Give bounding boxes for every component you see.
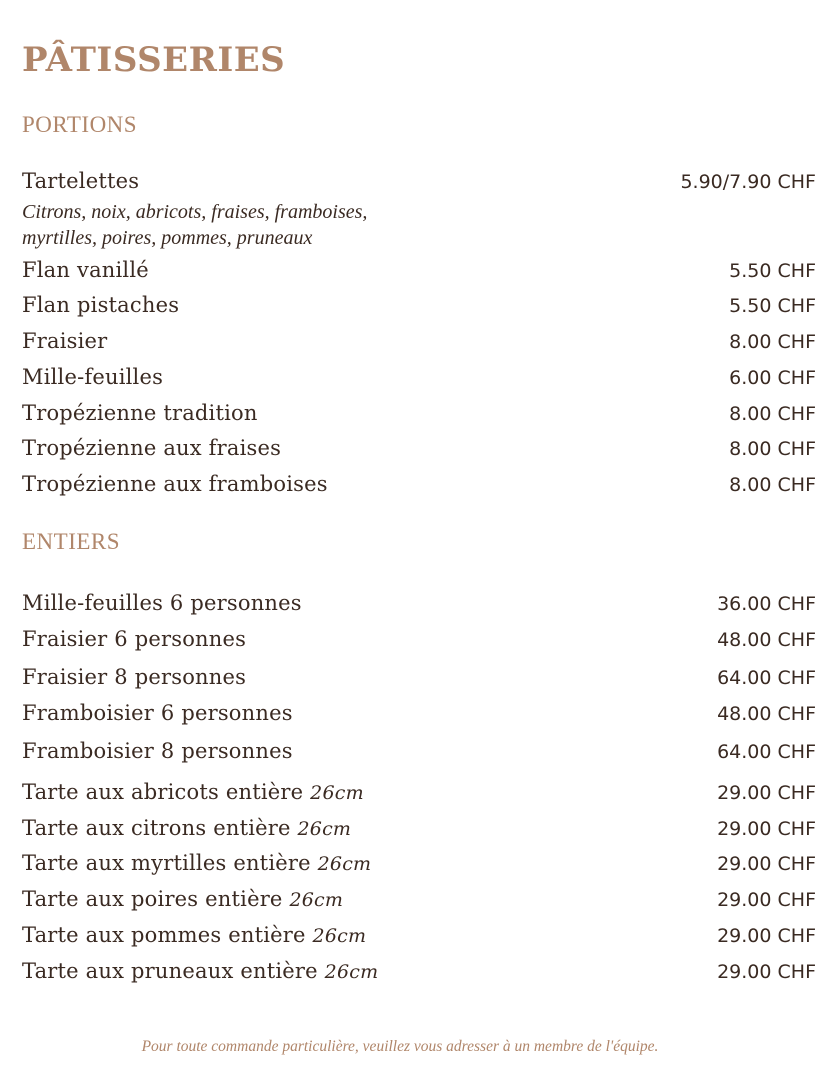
item-name xyxy=(22,887,343,911)
menu-item xyxy=(22,436,816,460)
menu-item xyxy=(22,739,816,763)
menu-item xyxy=(22,591,816,615)
item-price: 48.00 CHF xyxy=(717,703,816,725)
section-heading-entiers: ENTIERS xyxy=(22,529,121,554)
item-name: Fraisier 8 personnes xyxy=(22,665,247,689)
footer-note: Pour toute commande particulière, veuillez vous adresser à un membre de l'équipe. xyxy=(141,1038,659,1055)
menu-item xyxy=(22,293,816,317)
item-name xyxy=(22,923,366,947)
menu-item xyxy=(22,627,816,651)
menu-item xyxy=(22,701,816,725)
item-price: 5.50 CHF xyxy=(729,295,816,317)
item-price: 8.00 CHF xyxy=(729,474,816,496)
item-name xyxy=(22,816,351,840)
item-name: Framboisier 8 personnes xyxy=(22,739,293,763)
menu-item xyxy=(22,959,816,983)
item-label: Tarte aux abricots entière xyxy=(22,780,304,804)
item-price: 29.00 CHF xyxy=(717,818,816,840)
item-name: Tartelettes xyxy=(22,169,140,193)
menu-item xyxy=(22,665,816,689)
section-heading-portions: PORTIONS xyxy=(22,112,138,137)
item-description xyxy=(22,199,542,251)
item-label: Tarte aux poires entière xyxy=(22,887,283,911)
item-price: 29.00 CHF xyxy=(717,782,816,804)
description-line: Citrons, noix, abricots, fraises, framboises, xyxy=(22,201,368,223)
item-name: Framboisier 6 personnes xyxy=(22,701,293,725)
item-label: Tarte aux pruneaux entière xyxy=(22,959,318,983)
item-price: 64.00 CHF xyxy=(717,667,816,689)
item-name: Tropézienne aux framboises xyxy=(22,472,328,496)
menu-item xyxy=(22,780,816,804)
item-label: Tarte aux citrons entière xyxy=(22,816,291,840)
item-name: Fraisier 6 personnes xyxy=(22,627,247,651)
item-name: Mille-feuilles 6 personnes xyxy=(22,591,302,615)
menu-item xyxy=(22,258,816,282)
description-line: myrtilles, poires, pommes, pruneaux xyxy=(22,227,313,249)
item-price: 29.00 CHF xyxy=(717,889,816,911)
item-price: 8.00 CHF xyxy=(729,438,816,460)
item-name: Tropézienne aux fraises xyxy=(22,436,282,460)
item-name: Flan vanillé xyxy=(22,258,149,282)
item-size: 26cm xyxy=(317,853,372,875)
item-price: 64.00 CHF xyxy=(717,741,816,763)
item-label: Tarte aux pommes entière xyxy=(22,923,306,947)
menu-item xyxy=(22,472,816,496)
menu-item-tartelettes xyxy=(22,169,816,193)
item-name: Flan pistaches xyxy=(22,293,180,317)
item-size: 26cm xyxy=(324,961,379,983)
item-name: Mille-feuilles xyxy=(22,365,164,389)
item-price: 8.00 CHF xyxy=(729,331,816,353)
item-price: 29.00 CHF xyxy=(717,961,816,983)
item-price: 5.50 CHF xyxy=(729,260,816,282)
menu-item xyxy=(22,923,816,947)
item-price: 48.00 CHF xyxy=(717,629,816,651)
item-name xyxy=(22,959,378,983)
menu-item xyxy=(22,365,816,389)
menu-item xyxy=(22,816,816,840)
item-label: Tarte aux myrtilles entière xyxy=(22,851,311,875)
item-size: 26cm xyxy=(297,818,352,840)
item-name: Tropézienne tradition xyxy=(22,401,258,425)
item-price: 8.00 CHF xyxy=(729,403,816,425)
page-title: PÂTISSERIES xyxy=(22,40,286,80)
menu-item xyxy=(22,401,816,425)
item-size: 26cm xyxy=(289,889,344,911)
item-price: 29.00 CHF xyxy=(717,925,816,947)
item-size: 26cm xyxy=(312,925,367,947)
menu-item xyxy=(22,329,816,353)
item-name: Fraisier xyxy=(22,329,108,353)
menu-item xyxy=(22,851,816,875)
item-price: 29.00 CHF xyxy=(717,853,816,875)
item-name xyxy=(22,780,364,804)
item-price: 36.00 CHF xyxy=(717,593,816,615)
item-price: 6.00 CHF xyxy=(729,367,816,389)
item-name xyxy=(22,851,371,875)
item-size: 26cm xyxy=(310,782,364,804)
item-price: 5.90/7.90 CHF xyxy=(680,171,816,193)
menu-item xyxy=(22,887,816,911)
